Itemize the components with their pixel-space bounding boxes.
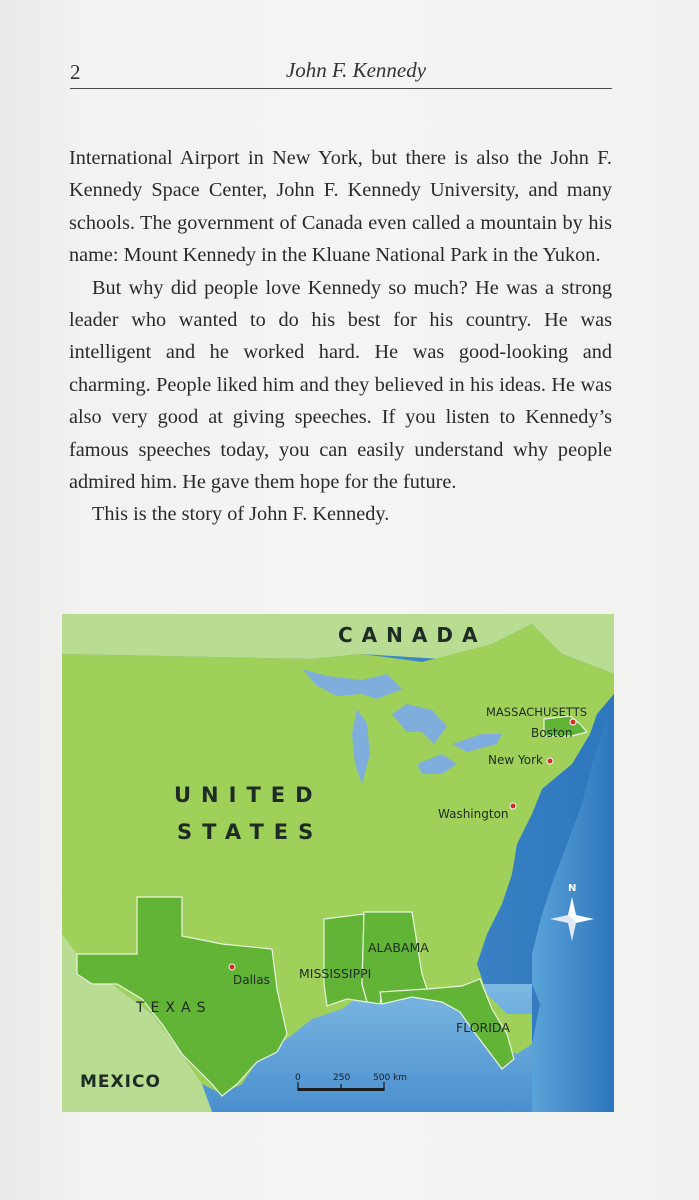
boston-dot [570, 719, 576, 725]
washington-dot [510, 803, 516, 809]
page-number: 2 [70, 60, 81, 84]
running-title: John F. Kennedy [285, 58, 427, 82]
label-boston: Boston [531, 726, 573, 740]
label-states: STATES [177, 820, 324, 844]
scale-max: 500 km [373, 1073, 408, 1083]
paragraph-2: But why did people love Kennedy so much? He was a strong leader who wanted to do his best for his country. He was intelligent and he worked hard. He was good-looking and charming. People liked him and they believed in his ideas. He was also very good at giving speeches. If you listen to Kennedy’s famous speeches today, you can easily understand why people admired him. He gave them hope for the future. [69, 276, 612, 494]
label-texas: TEXAS [136, 1000, 212, 1016]
label-dallas: Dallas [233, 973, 270, 987]
label-canada: CANADA [338, 623, 487, 647]
page-header [70, 58, 612, 89]
map-graphic [62, 614, 614, 1112]
paragraph-3: This is the story of John F. Kennedy. [92, 503, 390, 526]
body-text [69, 142, 612, 531]
label-florida: FLORIDA [456, 1020, 510, 1035]
label-mississippi: MISSISSIPPI [299, 966, 372, 981]
label-washington: Washington [438, 807, 509, 821]
paragraph-1: International Airport in New York, but there is also the John F. Kennedy Space Center, John F. Kennedy University, and many schools. The government of Canada even called a mountain by his name: Mount Kennedy in the Kluane National Park in the Yukon. [69, 147, 612, 267]
dallas-dot [229, 964, 235, 970]
label-massachusetts: MASSACHUSETTS [486, 705, 588, 719]
label-alabama: ALABAMA [368, 940, 429, 955]
compass-n-label: N [568, 883, 577, 894]
label-new-york: New York [488, 753, 543, 767]
label-mexico: MEXICO [80, 1072, 161, 1092]
mississippi-shape [324, 914, 367, 1006]
new-york-dot [547, 758, 553, 764]
scale-zero: 0 [295, 1073, 301, 1083]
label-united: UNITED [174, 783, 323, 807]
scale-mid: 250 [333, 1073, 351, 1083]
us-map [62, 614, 614, 1112]
